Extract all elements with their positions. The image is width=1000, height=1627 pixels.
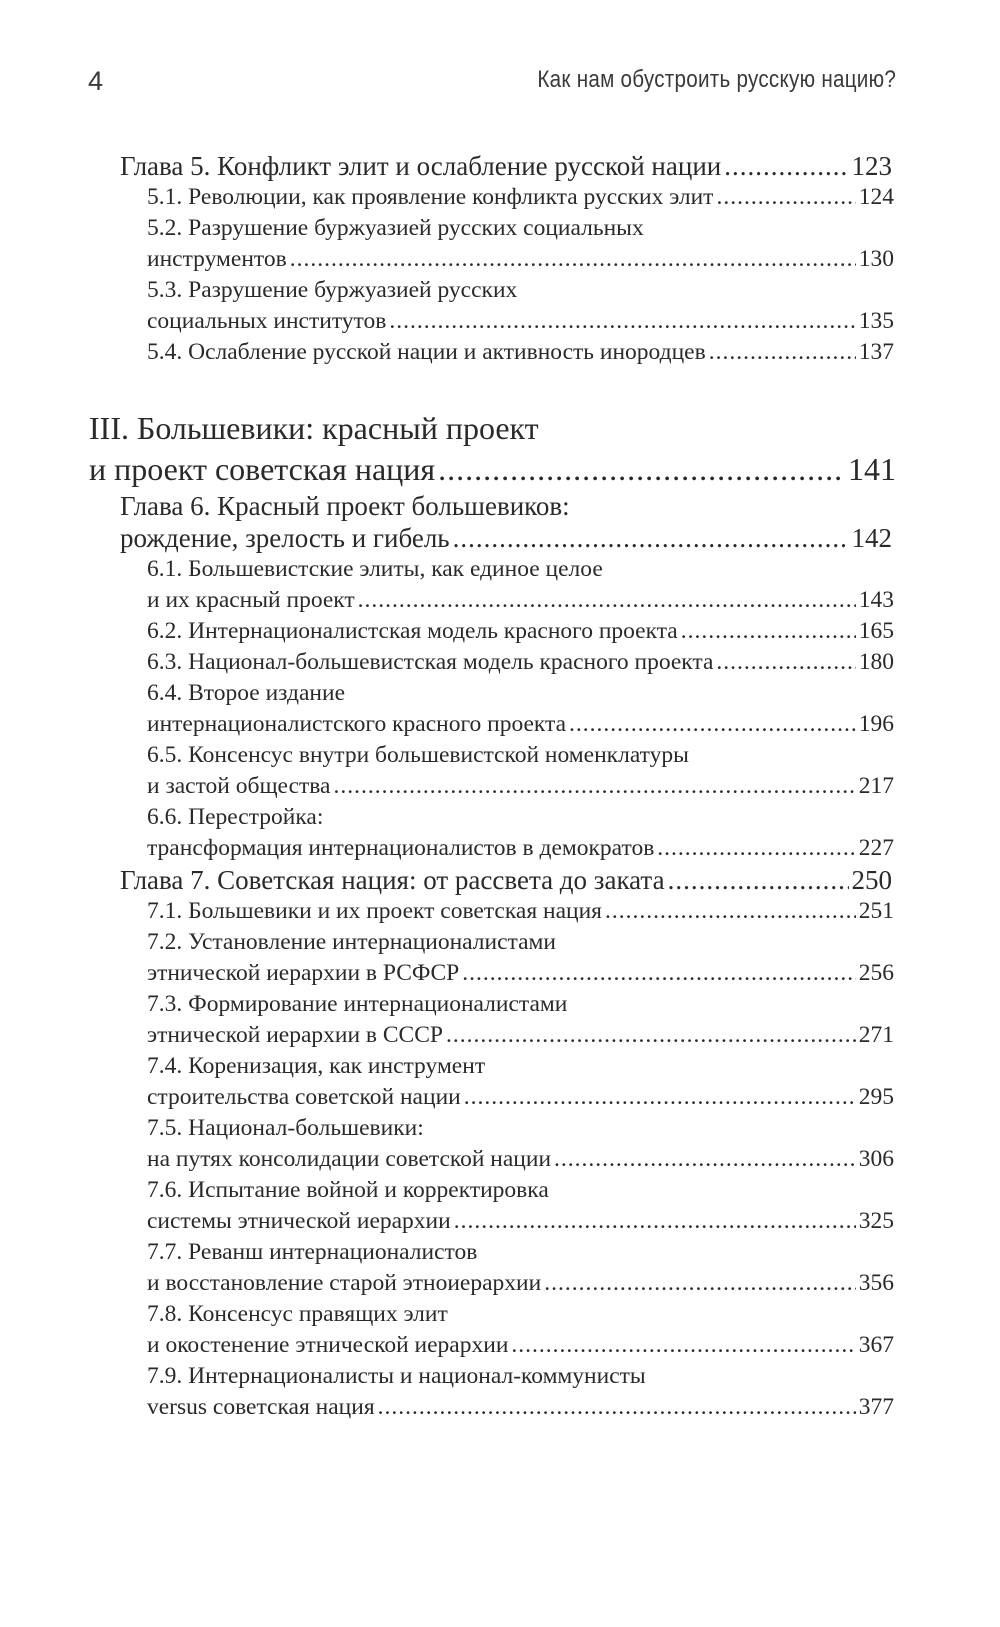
dot-leader bbox=[681, 616, 856, 647]
toc-page-number: 325 bbox=[858, 1208, 894, 1234]
dot-leader bbox=[446, 1020, 856, 1051]
toc-section-7-3-line1[interactable] bbox=[0, 989, 1000, 1020]
page-number: 4 bbox=[88, 66, 104, 96]
toc-section-title: 5.1. Революции, как проявление конфликта русских элит bbox=[147, 184, 714, 210]
dot-leader bbox=[334, 771, 856, 802]
toc-section-7-6-line1[interactable] bbox=[0, 1175, 1000, 1206]
toc-page-number: 217 bbox=[858, 773, 894, 799]
dot-leader bbox=[716, 182, 855, 213]
table-of-contents bbox=[0, 150, 1000, 1423]
toc-section-title: 6.4. Второе издание bbox=[147, 680, 346, 706]
toc-page-number: 180 bbox=[858, 649, 894, 675]
toc-section-title: социальных институтов bbox=[147, 308, 387, 334]
page-header bbox=[88, 64, 896, 104]
toc-page-number: 124 bbox=[858, 184, 894, 210]
dot-leader bbox=[511, 1330, 855, 1361]
toc-section-6-5-line2[interactable] bbox=[0, 771, 1000, 802]
toc-section-6-1-line1[interactable] bbox=[0, 554, 1000, 585]
dot-leader bbox=[657, 833, 855, 864]
toc-section-7-8-line1[interactable] bbox=[0, 1299, 1000, 1330]
dot-leader bbox=[716, 647, 855, 678]
toc-section-title: 7.2. Установление интернационалистами bbox=[147, 929, 556, 955]
toc-chapter-6-line1[interactable] bbox=[0, 490, 1000, 522]
toc-section-title: 6.3. Национал-большевистская модель красного проекта bbox=[147, 649, 714, 675]
toc-page-number: 256 bbox=[858, 960, 894, 986]
toc-section-6-6-line1[interactable] bbox=[0, 802, 1000, 833]
toc-section-title: интернационалистского красного проекта bbox=[147, 711, 567, 737]
toc-page-number: 250 bbox=[851, 865, 892, 895]
dot-leader bbox=[290, 244, 856, 275]
toc-section-6-2[interactable] bbox=[0, 616, 1000, 647]
toc-section-title: строительства советской нации bbox=[147, 1084, 461, 1110]
toc-section-6-1-line2[interactable] bbox=[0, 585, 1000, 616]
dot-leader bbox=[438, 449, 845, 490]
toc-chapter-6-line2[interactable] bbox=[0, 522, 1000, 554]
toc-section-title: 6.2. Интернационалистская модель красного проекта bbox=[147, 618, 678, 644]
toc-part-title: III. Большевики: красный проект bbox=[89, 410, 539, 446]
running-title: Как нам обустроить русскую нацию? bbox=[537, 66, 896, 93]
toc-part-3-line2[interactable] bbox=[0, 449, 1000, 490]
toc-section-title: и их красный проект bbox=[147, 587, 355, 613]
toc-section-5-3-line2[interactable] bbox=[0, 306, 1000, 337]
toc-section-7-1[interactable] bbox=[0, 896, 1000, 927]
toc-page-number: 227 bbox=[858, 835, 894, 861]
toc-section-title: 7.8. Консенсус правящих элит bbox=[147, 1301, 448, 1327]
toc-section-title: на путях консолидации советской нации bbox=[147, 1146, 552, 1172]
toc-section-7-7-line2[interactable] bbox=[0, 1268, 1000, 1299]
toc-section-7-9-line2[interactable] bbox=[0, 1392, 1000, 1423]
dot-leader bbox=[454, 1206, 856, 1237]
spacer bbox=[0, 368, 1000, 408]
toc-page-number: 271 bbox=[858, 1022, 894, 1048]
toc-section-7-7-line1[interactable] bbox=[0, 1237, 1000, 1268]
toc-page-number: 135 bbox=[858, 308, 894, 334]
dot-leader bbox=[605, 896, 856, 927]
toc-section-6-5-line1[interactable] bbox=[0, 740, 1000, 771]
toc-section-title: 6.5. Консенсус внутри большевистской номенклатуры bbox=[147, 742, 689, 768]
toc-section-title: 7.4. Коренизация, как инструмент bbox=[147, 1053, 486, 1079]
toc-page-number: 165 bbox=[858, 618, 894, 644]
toc-page-number: 143 bbox=[858, 587, 894, 613]
dot-leader bbox=[709, 337, 856, 368]
toc-section-title: 7.7. Реванш интернационалистов bbox=[147, 1239, 478, 1265]
toc-section-6-4-line2[interactable] bbox=[0, 709, 1000, 740]
toc-chapter-5[interactable] bbox=[0, 150, 1000, 182]
dot-leader bbox=[389, 306, 855, 337]
toc-section-7-9-line1[interactable] bbox=[0, 1361, 1000, 1392]
toc-chapter-title: рождение, зрелость и гибель bbox=[120, 523, 450, 553]
toc-section-title: и окостенение этнической иерархии bbox=[147, 1332, 509, 1358]
toc-page-number: 137 bbox=[858, 339, 894, 365]
toc-section-title: этнической иерархии в РСФСР bbox=[147, 960, 460, 986]
toc-section-7-8-line2[interactable] bbox=[0, 1330, 1000, 1361]
toc-chapter-title: Глава 6. Красный проект большевиков: bbox=[120, 491, 570, 521]
dot-leader bbox=[464, 1082, 856, 1113]
toc-section-title: 7.3. Формирование интернационалистами bbox=[147, 991, 568, 1017]
toc-section-6-3[interactable] bbox=[0, 647, 1000, 678]
dot-leader bbox=[724, 150, 848, 182]
toc-page-number: 377 bbox=[858, 1394, 894, 1420]
toc-section-6-6-line2[interactable] bbox=[0, 833, 1000, 864]
toc-part-3-line1[interactable] bbox=[0, 408, 1000, 449]
toc-section-5-4[interactable] bbox=[0, 337, 1000, 368]
toc-page-number: 123 bbox=[851, 151, 892, 181]
dot-leader bbox=[668, 864, 849, 896]
toc-section-title: и восстановление старой этноиерархии bbox=[147, 1270, 542, 1296]
toc-section-title: инструментов bbox=[147, 246, 287, 272]
toc-section-7-3-line2[interactable] bbox=[0, 1020, 1000, 1051]
toc-section-title: системы этнической иерархии bbox=[147, 1208, 451, 1234]
toc-page-number: 196 bbox=[858, 711, 894, 737]
toc-section-7-6-line2[interactable] bbox=[0, 1206, 1000, 1237]
toc-chapter-title: Глава 5. Конфликт элит и ослабление русской нации bbox=[120, 151, 722, 181]
dot-leader bbox=[554, 1144, 856, 1175]
toc-section-6-4-line1[interactable] bbox=[0, 678, 1000, 709]
toc-section-title: 7.9. Интернационалисты и национал-коммунисты bbox=[147, 1363, 646, 1389]
toc-page-number: 141 bbox=[848, 451, 896, 487]
dot-leader bbox=[569, 709, 856, 740]
dot-leader bbox=[453, 522, 849, 554]
toc-section-5-1[interactable] bbox=[0, 182, 1000, 213]
toc-section-title: 7.6. Испытание войной и корректировка bbox=[147, 1177, 549, 1203]
toc-section-7-2-line1[interactable] bbox=[0, 927, 1000, 958]
toc-section-title: 7.1. Большевики и их проект советская нация bbox=[147, 898, 602, 924]
toc-chapter-title: Глава 7. Советская нация: от рассвета до заката bbox=[120, 865, 665, 895]
toc-section-title: versus советская нация bbox=[147, 1394, 375, 1420]
toc-section-5-2-line2[interactable] bbox=[0, 244, 1000, 275]
toc-page-number: 251 bbox=[858, 898, 894, 924]
toc-section-7-4-line2[interactable] bbox=[0, 1082, 1000, 1113]
toc-section-title: трансформация интернационалистов в демократов bbox=[147, 835, 655, 861]
toc-section-5-2-line1[interactable] bbox=[0, 213, 1000, 244]
toc-section-title: 6.1. Большевистские элиты, как единое целое bbox=[147, 556, 603, 582]
toc-section-title: 7.5. Национал-большевики: bbox=[147, 1115, 424, 1141]
dot-leader bbox=[544, 1268, 856, 1299]
dot-leader bbox=[358, 585, 856, 616]
toc-page-number: 367 bbox=[858, 1332, 894, 1358]
dot-leader bbox=[378, 1392, 856, 1423]
toc-section-7-5-line2[interactable] bbox=[0, 1144, 1000, 1175]
toc-page-number: 142 bbox=[851, 523, 892, 553]
toc-section-title: 5.3. Разрушение буржуазией русских bbox=[147, 277, 518, 303]
toc-section-7-2-line2[interactable] bbox=[0, 958, 1000, 989]
toc-section-title: 5.2. Разрушение буржуазией русских социальных bbox=[147, 215, 644, 241]
toc-page-number: 295 bbox=[858, 1084, 894, 1110]
toc-section-7-4-line1[interactable] bbox=[0, 1051, 1000, 1082]
toc-page-number: 356 bbox=[858, 1270, 894, 1296]
toc-section-5-3-line1[interactable] bbox=[0, 275, 1000, 306]
toc-section-title: и застой общества bbox=[147, 773, 331, 799]
toc-part-title: и проект советская нация bbox=[89, 451, 436, 487]
toc-section-title: 5.4. Ослабление русской нации и активность инородцев bbox=[147, 339, 706, 365]
toc-section-7-5-line1[interactable] bbox=[0, 1113, 1000, 1144]
toc-page-number: 130 bbox=[858, 246, 894, 272]
toc-section-title: этнической иерархии в СССР bbox=[147, 1022, 443, 1048]
toc-chapter-7[interactable] bbox=[0, 864, 1000, 896]
dot-leader bbox=[462, 958, 856, 989]
toc-page-number: 306 bbox=[858, 1146, 894, 1172]
toc-section-title: 6.6. Перестройка: bbox=[147, 804, 324, 830]
